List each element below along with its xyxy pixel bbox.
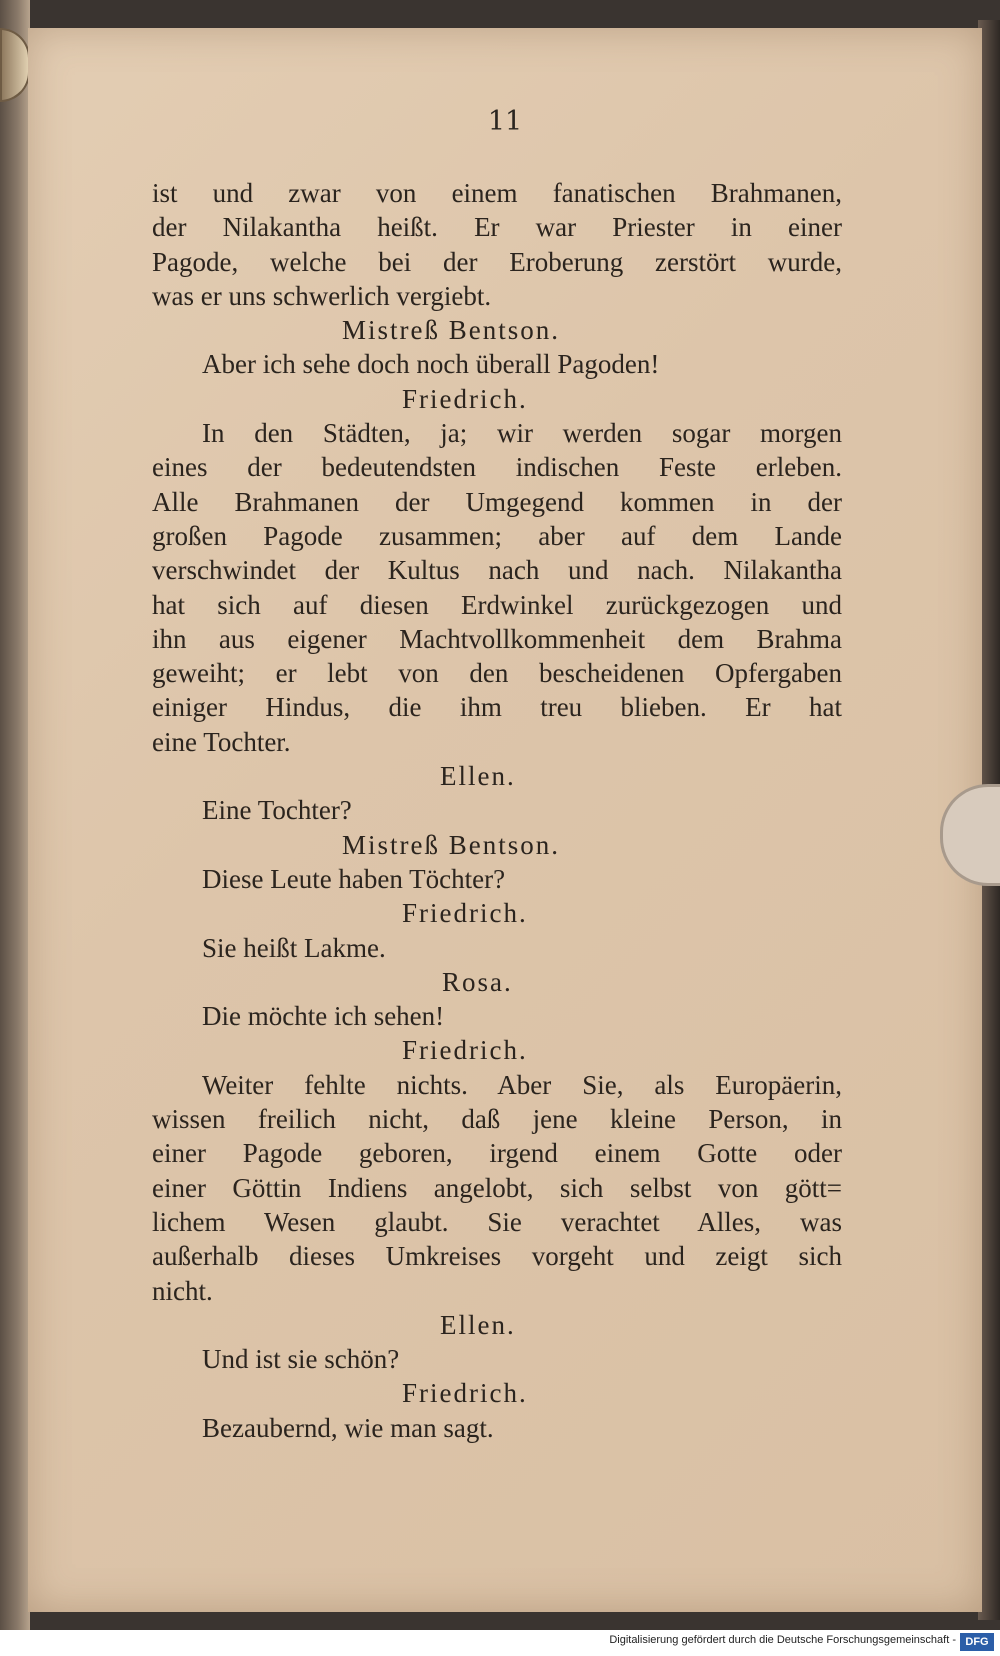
text-line: Alle Brahmanen der Umgegend kommen in der bbox=[152, 486, 842, 517]
text-line: großen Pagode zusammen; aber auf dem Lande bbox=[152, 520, 842, 551]
text-line: wissen freilich nicht, daß jene kleine Person, in bbox=[152, 1104, 842, 1135]
footer-bar bbox=[0, 1630, 1000, 1656]
text-line: lichem Wesen glaubt. Sie verachtet Alles, was bbox=[152, 1206, 842, 1237]
text-line: einer Göttin Indiens angelobt, sich selbst von gött= bbox=[152, 1172, 842, 1203]
page-number: 11 bbox=[487, 106, 523, 137]
text-line: einer Pagode geboren, irgend einem Gotte oder bbox=[152, 1138, 842, 1169]
text-line: eine Tochter. bbox=[152, 726, 291, 757]
speaker-name: Ellen. bbox=[440, 761, 516, 792]
speaker-name: Friedrich. bbox=[402, 898, 528, 929]
dfg-logo: DFG bbox=[960, 1633, 994, 1651]
dialog-line: Sie heißt Lakme. bbox=[202, 932, 386, 963]
text-line: nicht. bbox=[152, 1275, 213, 1306]
text-line: hat sich auf diesen Erdwinkel zurückgezogen und bbox=[152, 589, 842, 620]
speaker-name: Friedrich. bbox=[402, 1035, 528, 1066]
text-line: außerhalb dieses Umkreises vorgeht und zeigt sich bbox=[152, 1241, 842, 1272]
text-line: Pagode, welche bei der Eroberung zerstört wurde, bbox=[152, 246, 842, 277]
dialog-line: Und ist sie schön? bbox=[202, 1344, 400, 1375]
text-line: In den Städten, ja; wir werden sogar morgen bbox=[202, 418, 842, 449]
page-text-block bbox=[152, 176, 842, 1445]
speaker-name: Friedrich. bbox=[402, 383, 528, 414]
text-line: einiger Hindus, die ihm treu blieben. Er hat bbox=[152, 692, 842, 723]
text-line: der Nilakantha heißt. Er war Priester in einer bbox=[152, 212, 842, 243]
speaker-name: Mistreß Bentson. bbox=[342, 829, 560, 860]
text-line: eines der bedeutendsten indischen Feste erleben. bbox=[152, 452, 842, 483]
text-line: Weiter fehlte nichts. Aber Sie, als Europäerin, bbox=[202, 1069, 842, 1100]
text-line: verschwindet der Kultus nach und nach. Nilakantha bbox=[152, 555, 842, 586]
dialog-line: Aber ich sehe doch noch überall Pagoden! bbox=[202, 349, 660, 380]
text-line: was er uns schwerlich vergiebt. bbox=[152, 280, 492, 311]
speaker-name: Friedrich. bbox=[402, 1378, 528, 1409]
speaker-name: Mistreß Bentson. bbox=[342, 315, 560, 346]
dialog-line: Bezaubernd, wie man sagt. bbox=[202, 1412, 494, 1443]
text-line: ist und zwar von einem fanatischen Brahmanen, bbox=[152, 178, 842, 208]
speaker-name: Ellen. bbox=[440, 1309, 516, 1340]
speaker-name: Rosa. bbox=[442, 966, 513, 997]
footer-credit: Digitalisierung gefördert durch die Deutsche Forschungsgemeinschaft - bbox=[609, 1634, 956, 1646]
text-line: ihn aus eigener Machtvollkommenheit dem Brahma bbox=[152, 623, 842, 654]
dialog-line: Eine Tochter? bbox=[202, 795, 352, 826]
text-line: geweiht; er lebt von den bescheidenen Opfergaben bbox=[152, 658, 842, 689]
book-spine-edge bbox=[0, 0, 30, 1640]
page-paper bbox=[28, 28, 982, 1612]
dialog-line: Diese Leute haben Töchter? bbox=[202, 863, 506, 894]
dialog-line: Die möchte ich sehen! bbox=[202, 1001, 445, 1032]
